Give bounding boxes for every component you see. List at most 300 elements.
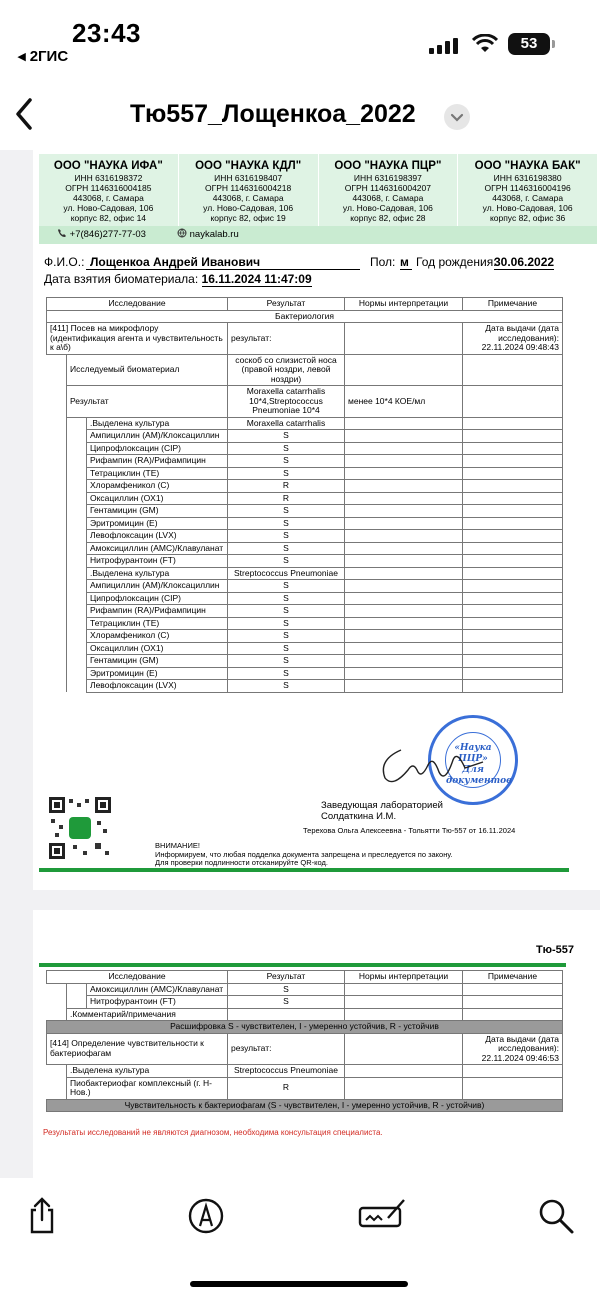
qr-code-icon	[47, 795, 113, 861]
table-cell	[463, 983, 563, 996]
table-cell	[67, 617, 87, 630]
company-block	[179, 154, 319, 226]
company-name: ООО "НАУКА КДЛ"	[195, 160, 302, 172]
antibiotic-result: S	[228, 542, 345, 555]
table-cell	[345, 996, 463, 1009]
sensitivity-legend: Расшифровка S - чувствителен, I - умеренно устойчив, R - устойчив	[47, 1021, 563, 1034]
antibiotic-result: S	[228, 617, 345, 630]
table-cell	[47, 592, 67, 605]
table-cell	[463, 1008, 563, 1021]
table-cell	[345, 555, 463, 568]
company-office: корпус 82, офис 36	[489, 213, 566, 223]
table-cell	[463, 680, 563, 693]
col-header-note: Примечание	[463, 298, 563, 311]
document-viewer[interactable]	[0, 150, 600, 1178]
share-icon[interactable]	[22, 1196, 62, 1236]
table-cell	[47, 480, 67, 493]
table-cell	[463, 642, 563, 655]
table-cell	[67, 605, 87, 618]
col-header-norms: Нормы интерпретации	[345, 971, 463, 984]
test-issue-date: Дата выдачи (дата исследования): 22.11.2024 09:46:53	[463, 1033, 563, 1065]
antibiotic-name: Левофлоксацин (LVX)	[87, 530, 228, 543]
test-row	[47, 1033, 563, 1065]
table-cell	[345, 567, 463, 580]
document-page-2	[33, 910, 600, 1178]
test-result-label: результат:	[228, 1033, 345, 1065]
antibiotic-row	[47, 655, 563, 668]
antibiotic-row	[47, 983, 563, 996]
table-cell	[47, 555, 67, 568]
table-cell	[463, 630, 563, 643]
result-value: Moraxella catarrhalis 10*4,Streptococcus Pneumoniae 10*4	[228, 386, 345, 418]
table-header-row	[47, 971, 563, 984]
contacts-bar	[39, 226, 597, 244]
table-cell	[47, 1065, 67, 1078]
table-cell	[47, 580, 67, 593]
fio-label: Ф.И.О.:	[44, 255, 85, 269]
antibiotic-row	[47, 642, 563, 655]
table-cell	[47, 530, 67, 543]
nav-header	[0, 80, 600, 150]
test-name: [414] Определение чувствительности к бактериофагам	[47, 1033, 228, 1065]
signature-icon[interactable]	[358, 1196, 406, 1236]
antibiotic-result: S	[228, 630, 345, 643]
table-cell	[345, 580, 463, 593]
company-inn: ИНН 6316198407	[214, 173, 283, 183]
table-cell	[47, 386, 67, 418]
test-name: [411] Посев на микрофлору (идентификация агента и чувствительность к а\б)	[47, 323, 228, 355]
culture-value: Streptococcus Pneumoniae	[228, 1065, 345, 1078]
table-cell	[345, 467, 463, 480]
col-header-result: Результат	[228, 298, 345, 311]
table-cell	[463, 1065, 563, 1078]
company-block	[458, 154, 597, 226]
table-cell	[463, 455, 563, 468]
table-cell	[67, 983, 87, 996]
table-cell	[47, 442, 67, 455]
table-cell	[47, 680, 67, 693]
company-office: корпус 82, офис 28	[350, 213, 426, 223]
antibiotic-name: Эритромицин (E)	[87, 517, 228, 530]
antibiotic-name: Эритромицин (E)	[87, 667, 228, 680]
table-cell	[47, 617, 67, 630]
warning-title: ВНИМАНИЕ!	[155, 841, 200, 850]
phage-name: Пиобактериофаг комплексный (г. Н-Нов.)	[67, 1077, 228, 1099]
back-chevron-icon[interactable]	[10, 94, 38, 134]
table-cell	[67, 530, 87, 543]
table-cell	[67, 630, 87, 643]
company-block	[319, 154, 459, 226]
title-menu-button[interactable]	[444, 104, 470, 130]
table-cell	[463, 517, 563, 530]
antibiotic-result: S	[228, 467, 345, 480]
table-cell	[345, 680, 463, 693]
antibiotic-name: Нитрофурантоин (FT)	[87, 555, 228, 568]
stamp-text: «Наука ПЦР» Для документов	[445, 732, 501, 788]
antibiotic-row	[47, 442, 563, 455]
company-street: ул. Ново-Садовая, 106	[63, 203, 154, 213]
antibiotic-row	[47, 505, 563, 518]
table-cell	[463, 467, 563, 480]
patient-name: Лощенкоа Андрей Иванович	[86, 255, 360, 270]
table-cell	[345, 455, 463, 468]
table-cell	[47, 983, 67, 996]
company-name: ООО "НАУКА ПЦР"	[334, 160, 442, 172]
table-cell	[463, 480, 563, 493]
disclaimer-text: Результаты исследований не являются диагнозом, необходима консультация специалиста.	[43, 1128, 383, 1137]
warning-line: Для проверки подлинности отсканируйте QR-код.	[155, 858, 328, 867]
table-cell	[345, 655, 463, 668]
table-cell	[67, 542, 87, 555]
handwritten-signature	[373, 740, 493, 790]
company-name: ООО "НАУКА ИФА"	[53, 160, 163, 172]
table-cell	[463, 655, 563, 668]
table-cell	[67, 592, 87, 605]
section-row	[47, 310, 563, 323]
table-cell	[463, 430, 563, 443]
search-icon[interactable]	[536, 1196, 576, 1236]
antibiotic-row	[47, 467, 563, 480]
antibiotic-result: S	[228, 655, 345, 668]
antibiotic-result: S	[228, 680, 345, 693]
table-cell	[47, 567, 67, 580]
green-divider	[39, 963, 566, 967]
table-cell	[67, 455, 87, 468]
test-row	[47, 323, 563, 355]
antibiotic-result: R	[228, 492, 345, 505]
antibiotic-result: S	[228, 517, 345, 530]
table-cell	[47, 467, 67, 480]
table-cell	[47, 354, 67, 386]
antibiotic-result: S	[228, 555, 345, 568]
document-page-1	[33, 150, 600, 890]
table-cell	[345, 617, 463, 630]
table-cell	[463, 1077, 563, 1099]
table-cell	[463, 555, 563, 568]
antibiotic-name: Хлорамфеникол (C)	[87, 630, 228, 643]
dob-label: Год рождения:	[416, 255, 497, 269]
company-office: корпус 82, офис 19	[210, 213, 286, 223]
table-cell	[345, 605, 463, 618]
antibiotic-name: Амоксициллин (AMC)/Клавуланат	[87, 542, 228, 555]
result-norm: менее 10*4 КОЕ/мл	[345, 386, 463, 418]
antibiotic-row	[47, 680, 563, 693]
company-street: ул. Ново-Садовая, 106	[342, 203, 433, 213]
result-row	[47, 386, 563, 418]
sample-date-row	[44, 272, 312, 286]
table-cell	[67, 655, 87, 668]
table-cell	[345, 642, 463, 655]
section-title: Бактериология	[47, 310, 563, 323]
phone-number: +7(846)277-77-03	[69, 229, 146, 240]
company-ogrn: ОГРН 1146316004196	[484, 183, 571, 193]
table-cell	[463, 354, 563, 386]
antibiotic-row	[47, 996, 563, 1009]
table-cell	[345, 1065, 463, 1078]
comment-row	[47, 1008, 563, 1021]
antibiotic-name: Ципрофлоксацин (CIP)	[87, 442, 228, 455]
document-id: Тю-557	[536, 944, 574, 956]
table-cell	[47, 1077, 67, 1099]
table-cell	[345, 1077, 463, 1099]
antibiotic-name: Оксациллин (OX1)	[87, 492, 228, 505]
company-city: 443068, г. Самара	[352, 193, 424, 203]
table-cell	[47, 542, 67, 555]
table-cell	[345, 442, 463, 455]
legend-row	[47, 1021, 563, 1034]
antibiotic-name: Рифампин (RA)/Рифампицин	[87, 605, 228, 618]
signature-name: Солдаткина И.М.	[321, 811, 397, 822]
antibiotic-result: S	[228, 592, 345, 605]
table-cell	[67, 442, 87, 455]
table-cell	[47, 655, 67, 668]
test-result-label: результат:	[228, 323, 345, 355]
antibiotic-result: R	[228, 480, 345, 493]
company-city: 443068, г. Самара	[492, 193, 564, 203]
antibiotic-name: Ципрофлоксацин (CIP)	[87, 592, 228, 605]
battery-indicator: 53	[508, 33, 550, 55]
table-cell	[67, 480, 87, 493]
company-ogrn: ОГРН 1146316004218	[205, 183, 292, 193]
culture-value: Streptococcus Pneumoniae	[228, 567, 345, 580]
company-inn: ИНН 6316198397	[353, 173, 422, 183]
patient-dob: 30.06.2022	[494, 255, 555, 269]
table-cell	[47, 1008, 67, 1021]
table-cell	[47, 492, 67, 505]
antibiotic-name: Ампициллин (AM)/Клоксациллин	[87, 580, 228, 593]
table-cell	[67, 492, 87, 505]
back-to-app-link[interactable]: ◂ 2ГИС	[18, 48, 69, 65]
test-norm	[345, 323, 463, 355]
home-indicator[interactable]	[190, 1281, 408, 1287]
results-table	[46, 297, 563, 693]
patient-sex: м	[400, 255, 412, 270]
table-cell	[463, 667, 563, 680]
sex-label: Пол:	[370, 255, 396, 269]
table-cell	[345, 517, 463, 530]
company-city: 443068, г. Самара	[212, 193, 284, 203]
antibiotic-row	[47, 530, 563, 543]
biomaterial-label: Исследуемый биоматериал	[67, 354, 228, 386]
table-cell	[345, 667, 463, 680]
col-header-norms: Нормы интерпретации	[345, 298, 463, 311]
sample-date: 16.11.2024 11:47:09	[201, 272, 312, 286]
col-header-study: Исследование	[47, 971, 228, 984]
antibiotic-row	[47, 517, 563, 530]
table-cell	[345, 417, 463, 430]
company-header	[39, 154, 597, 226]
antibiotic-name: Оксациллин (OX1)	[87, 642, 228, 655]
table-cell	[67, 467, 87, 480]
table-cell	[345, 542, 463, 555]
status-time: 23:43	[72, 18, 141, 48]
table-cell	[463, 386, 563, 418]
table-cell	[47, 605, 67, 618]
table-cell	[463, 567, 563, 580]
company-name: ООО "НАУКА БАК"	[474, 160, 581, 172]
antibiotic-result: S	[228, 667, 345, 680]
antibiotic-name: Амоксициллин (AMC)/Клавуланат	[87, 983, 228, 996]
antibiotic-row	[47, 667, 563, 680]
antibiotic-row	[47, 492, 563, 505]
legend-row	[47, 1099, 563, 1112]
company-street: ул. Ново-Садовая, 106	[203, 203, 294, 213]
antibiotic-result: S	[228, 430, 345, 443]
antibiotic-result: S	[228, 996, 345, 1009]
antibiotic-row	[47, 480, 563, 493]
biomaterial-row	[47, 354, 563, 386]
phage-row	[47, 1077, 563, 1099]
table-cell	[463, 580, 563, 593]
table-cell	[345, 505, 463, 518]
col-header-result: Результат	[228, 971, 345, 984]
table-cell	[47, 642, 67, 655]
table-cell	[228, 1008, 345, 1021]
chevron-down-icon	[444, 104, 470, 130]
antibiotic-row	[47, 430, 563, 443]
table-cell	[463, 417, 563, 430]
markup-icon[interactable]	[186, 1196, 226, 1236]
warning-line: Информируем, что любая подделка документа запрещена и преследуется по закону.	[155, 849, 453, 859]
table-cell	[463, 542, 563, 555]
antibiotic-row	[47, 617, 563, 630]
signature-title: Заведующая лабораторией	[321, 800, 443, 811]
antibiotic-name: Тетрациклин (TE)	[87, 467, 228, 480]
company-ogrn: ОГРН 1146316004207	[344, 183, 431, 193]
signature-block	[321, 800, 443, 822]
table-cell	[67, 996, 87, 1009]
antibiotic-result: S	[228, 580, 345, 593]
culture-row	[47, 567, 563, 580]
company-street: ул. Ново-Садовая, 106	[482, 203, 573, 213]
bottom-toolbar	[0, 1178, 600, 1300]
table-cell	[67, 505, 87, 518]
table-cell	[345, 430, 463, 443]
test-issue-date: Дата выдачи (дата исследования): 22.11.2024 09:48:43	[463, 323, 563, 355]
table-cell	[345, 530, 463, 543]
culture-row	[47, 417, 563, 430]
antibiotic-row	[47, 605, 563, 618]
phage-legend: Чувствительность к бактериофагам (S - чувствителен, I - умеренно устойчив, R - устойчив)	[47, 1099, 563, 1112]
table-cell	[463, 617, 563, 630]
website-contact	[177, 226, 239, 244]
table-cell	[47, 417, 67, 430]
table-cell	[463, 605, 563, 618]
table-cell	[463, 530, 563, 543]
antibiotic-name: Гентамицин (GM)	[87, 505, 228, 518]
table-cell	[345, 492, 463, 505]
antibiotic-name: Тетрациклин (TE)	[87, 617, 228, 630]
sample-date-label: Дата взятия биоматериала:	[44, 272, 199, 286]
culture-value: Moraxella catarrhalis	[228, 417, 345, 430]
table-cell	[345, 983, 463, 996]
antibiotic-name: Хлорамфеникол (C)	[87, 480, 228, 493]
results-table-continued	[46, 970, 563, 1112]
table-cell	[47, 455, 67, 468]
table-cell	[47, 517, 67, 530]
antibiotic-name: Рифампин (RA)/Рифампицин	[87, 455, 228, 468]
antibiotic-name: Левофлоксацин (LVX)	[87, 680, 228, 693]
company-inn: ИНН 6316198372	[74, 173, 143, 183]
table-cell	[67, 680, 87, 693]
company-ogrn: ОГРН 1146316004185	[65, 183, 152, 193]
antibiotic-result: S	[228, 642, 345, 655]
antibiotic-row	[47, 555, 563, 568]
antibiotic-row	[47, 630, 563, 643]
antibiotic-result: S	[228, 530, 345, 543]
company-city: 443068, г. Самара	[72, 193, 144, 203]
table-cell	[47, 505, 67, 518]
document-title[interactable]: Тю557_Лощенкоа_2022	[130, 100, 416, 128]
table-cell	[463, 442, 563, 455]
table-cell	[345, 592, 463, 605]
culture-row	[47, 1065, 563, 1078]
culture-label: .Выделена культура	[87, 417, 228, 430]
table-cell	[47, 430, 67, 443]
table-cell	[47, 667, 67, 680]
table-cell	[463, 996, 563, 1009]
table-cell	[345, 354, 463, 386]
antibiotic-row	[47, 592, 563, 605]
culture-label: .Выделена культура	[67, 1065, 228, 1078]
table-cell	[47, 630, 67, 643]
table-cell	[67, 667, 87, 680]
green-divider	[39, 868, 569, 872]
antibiotic-result: S	[228, 455, 345, 468]
culture-label: .Выделена культура	[87, 567, 228, 580]
phone-contact	[57, 226, 146, 244]
antibiotic-result: S	[228, 605, 345, 618]
antibiotic-result: S	[228, 442, 345, 455]
antibiotic-row	[47, 455, 563, 468]
antibiotic-name: Нитрофурантоин (FT)	[87, 996, 228, 1009]
table-cell	[67, 555, 87, 568]
company-block	[39, 154, 179, 226]
table-cell	[67, 567, 87, 580]
col-header-study: Исследование	[47, 298, 228, 311]
table-cell	[463, 505, 563, 518]
table-cell	[463, 592, 563, 605]
status-bar	[0, 0, 600, 80]
antibiotic-row	[47, 542, 563, 555]
table-cell	[345, 1008, 463, 1021]
warning-block	[155, 842, 452, 868]
table-cell	[463, 492, 563, 505]
table-cell	[67, 517, 87, 530]
table-header-row	[47, 298, 563, 311]
issuer-line: Терехова Ольга Алексеевна - Тольятти Тю-557 от 16.11.2024	[303, 826, 516, 835]
patient-info	[44, 255, 584, 271]
company-office: корпус 82, офис 14	[70, 213, 147, 223]
table-cell	[67, 642, 87, 655]
cellular-signal-icon	[429, 38, 463, 54]
antibiotic-row	[47, 580, 563, 593]
company-inn: ИНН 6316198380	[493, 173, 562, 183]
antibiotic-result: S	[228, 505, 345, 518]
table-cell	[47, 996, 67, 1009]
phone-icon	[57, 228, 67, 238]
biomaterial-value: соскоб со слизистой носа (правой ноздри, левой ноздри)	[228, 354, 345, 386]
comment-label: .Комментарий/примечания	[67, 1008, 228, 1021]
antibiotic-name: Ампициллин (AM)/Клоксациллин	[87, 430, 228, 443]
table-cell	[345, 1033, 463, 1065]
col-header-note: Примечание	[463, 971, 563, 984]
table-cell	[67, 417, 87, 430]
globe-icon	[177, 228, 187, 238]
antibiotic-name: Гентамицин (GM)	[87, 655, 228, 668]
table-cell	[345, 480, 463, 493]
antibiotic-result: S	[228, 983, 345, 996]
